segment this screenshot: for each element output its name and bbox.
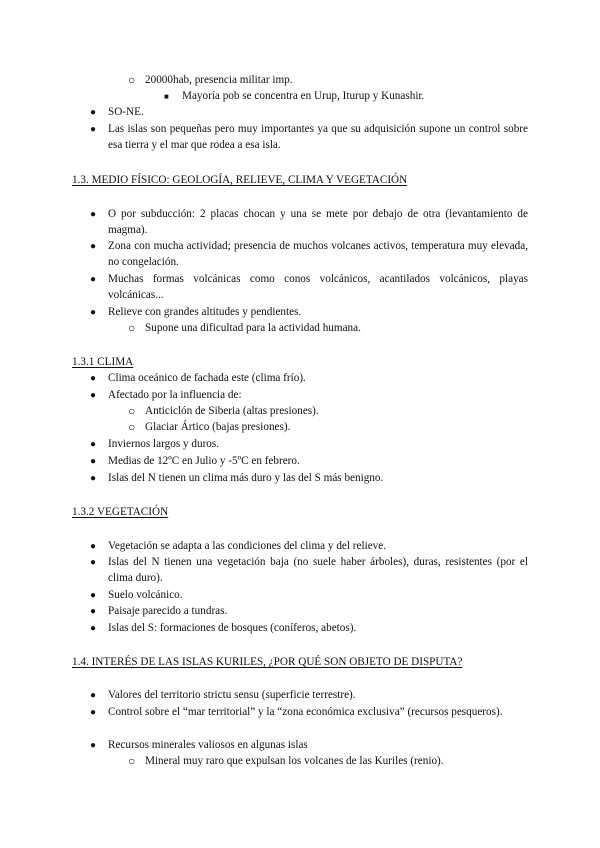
- list-item: Vegetación se adapta a las condiciones del clima y del relieve.: [108, 540, 387, 552]
- bullet-dot: ●: [90, 541, 97, 552]
- bullet-dot: ●: [90, 690, 97, 701]
- bullet-dot: ●: [90, 623, 97, 634]
- list-item: Glaciar Ártico (bajas presiones).: [145, 421, 291, 433]
- list-item: Mineral muy raro que expulsan los volcanes de las Kuriles (renio).: [145, 755, 444, 767]
- bullet-circle: ○: [128, 73, 136, 87]
- section-heading: 1.3.2 VEGETACIÓN: [72, 506, 169, 518]
- list-item: Inviernos largos y duros.: [108, 438, 220, 450]
- bullet-dot: ●: [90, 606, 97, 617]
- bullet-dot: ●: [90, 274, 97, 285]
- bullet-dot: ●: [90, 209, 97, 220]
- list-item: Medias de 12ºC en Julio y -5ºC en febrero.: [108, 455, 300, 467]
- bullet-dot: ●: [90, 390, 97, 401]
- list-item: Afectado por la influencia de:: [108, 389, 242, 401]
- list-item: Recursos minerales valiosos en algunas islas: [108, 739, 308, 751]
- list-item: Islas del N tienen un clima más duro y las del S más benigno.: [108, 472, 384, 484]
- section-heading: 1.3.1 CLIMA: [72, 356, 134, 368]
- bullet-circle: ○: [128, 321, 136, 335]
- list-item: Zona con mucha actividad; presencia de muchos volcanes activos, temperatura muy elevada, no congelación.: [108, 240, 528, 268]
- bullet-dot: ●: [90, 740, 97, 751]
- bullet-dot: ●: [90, 590, 97, 601]
- list-item: Supone una dificultad para la actividad humana.: [145, 322, 361, 334]
- list-item: Islas del S: formaciones de bosques (coníferos, abetos).: [108, 622, 357, 634]
- section-heading: 1.4. INTERÉS DE LAS ISLAS KURILES, ¿POR QUÉ SON OBJETO DE DISPUTA?: [72, 656, 463, 668]
- list-item: 20000hab, presencia militar imp.: [145, 74, 293, 86]
- bullet-dot: ●: [90, 473, 97, 484]
- list-item: Relieve con grandes altitudes y pendientes.: [108, 306, 302, 318]
- list-item: Suelo volcánico.: [108, 589, 183, 601]
- bullet-circle: ○: [128, 420, 136, 434]
- list-item: Las islas son pequeñas pero muy importantes ya que su adquisición supone un control sobre esa tierra y el mar que rodea a esa isla.: [108, 123, 528, 151]
- list-item: Islas del N tienen una vegetación baja (no suele haber árboles), duras, resistentes (por el clima duro).: [108, 556, 528, 584]
- list-item: Clima oceánico de fachada este (clima frío).: [108, 372, 306, 384]
- bullet-dot: ●: [90, 241, 97, 252]
- bullet-dot: ●: [90, 439, 97, 450]
- bullet-dot: ●: [90, 307, 97, 318]
- list-item: Muchas formas volcánicas como conos volcánicos, acantilados volcánicos, playas volcánicas...: [108, 273, 528, 301]
- list-item: O por subducción: 2 placas chocan y una se mete por debajo de otra (levantamiento de magma).: [108, 208, 528, 236]
- bullet-dot: ●: [90, 107, 97, 118]
- bullet-dot: ●: [90, 124, 97, 135]
- bullet-circle: ○: [128, 754, 136, 768]
- bullet-circle: ○: [128, 404, 136, 418]
- bullet-dot: ●: [90, 707, 97, 718]
- bullet-square: ■: [164, 92, 169, 101]
- list-item: Valores del territorio strictu sensu (superficie terrestre).: [108, 689, 356, 701]
- bullet-dot: ●: [90, 456, 97, 467]
- list-item: Control sobre el “mar territorial” y la “zona económica exclusiva” (recursos pesqueros).: [108, 706, 503, 718]
- bullet-dot: ●: [90, 557, 97, 568]
- list-item: SO-NE.: [108, 106, 144, 118]
- list-item: Paisaje parecido a tundras.: [108, 605, 228, 617]
- bullet-dot: ●: [90, 373, 97, 384]
- list-item: Anticiclón de Siberia (altas presiones).: [145, 405, 319, 417]
- list-item: Mayoría pob se concentra en Urup, Iturup y Kunashir.: [182, 90, 425, 102]
- section-heading: 1.3. MEDIO FÍSICO: GEOLOGÍA, RELIEVE, CLIMA Y VEGETACIÓN: [72, 174, 408, 186]
